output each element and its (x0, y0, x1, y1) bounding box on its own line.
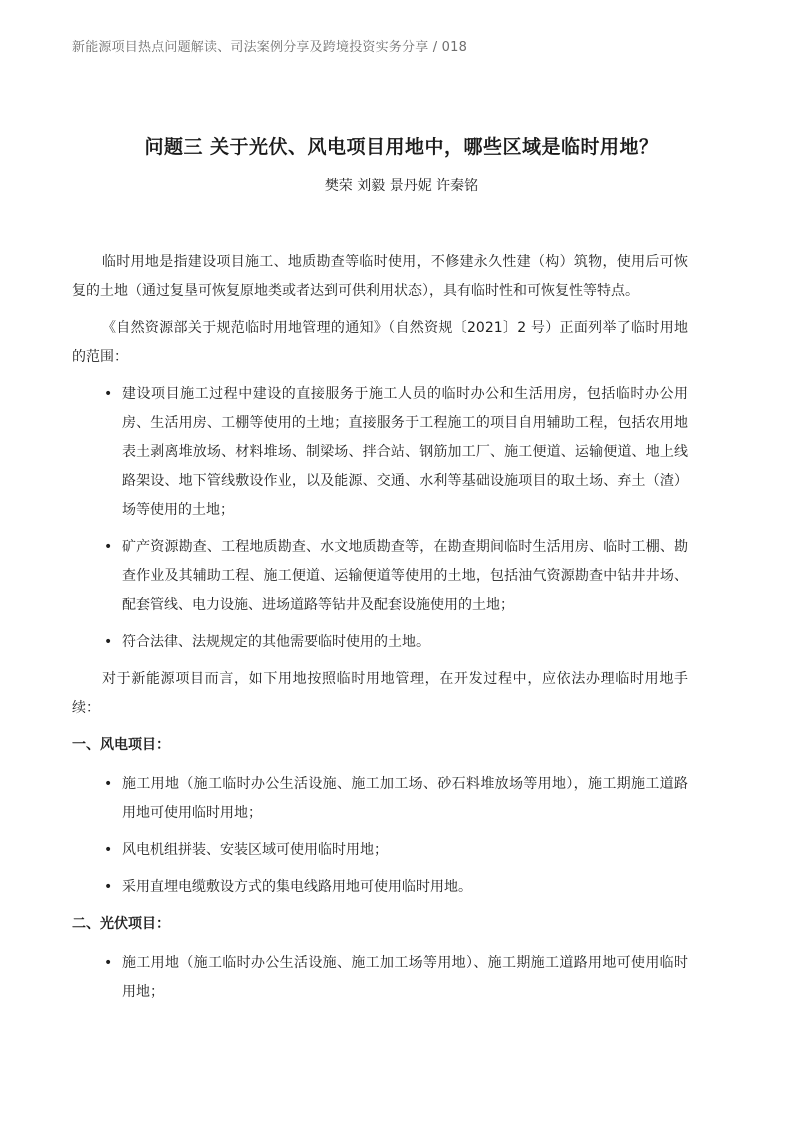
solar-section-heading: 二、光伏项目： (72, 916, 170, 932)
list-item-text: 风电机组拼装、安装区域可使用临时用地； (122, 842, 388, 858)
new-energy-paragraph: 对于新能源项目而言，如下用地按照临时用地管理，在开发过程中，应依法办理临时用地手续： (72, 671, 688, 716)
list-item-text: 施工用地（施工临时办公生活设施、施工加工场等用地）、施工期施工道路用地可使用临时用地； (122, 955, 688, 1000)
list-item-text: 采用直埋电缆敷设方式的集电线路用地可使用临时用地。 (122, 879, 472, 895)
page-title: 问题三 关于光伏、风电项目用地中，哪些区域是临时用地？ (144, 136, 659, 158)
running-header: 新能源项目热点问题解读、司法案例分享及跨境投资实务分享 / 018 (72, 40, 468, 55)
bullet-icon: • (104, 776, 113, 792)
bullet-icon: • (104, 955, 113, 971)
list-item (72, 873, 688, 902)
list-item-text: 施工用地（施工临时办公生活设施、施工加工场、砂石料堆放场等用地），施工期施工道路用地可使用临时用地； (122, 776, 688, 821)
solar-list (72, 949, 688, 1007)
bullet-icon: • (104, 879, 113, 895)
bullet-icon: • (104, 539, 113, 555)
wind-section-heading: 一、风电项目： (72, 737, 170, 753)
article-body (72, 248, 688, 1015)
list-item (72, 533, 688, 620)
wind-list (72, 770, 688, 902)
scope-list (72, 380, 688, 657)
bullet-icon: • (104, 386, 113, 402)
list-item-text: 符合法律、法规规定的其他需要临时使用的土地。 (122, 634, 430, 650)
bullet-icon: • (104, 634, 113, 650)
list-item-text: 矿产资源勘查、工程地质勘查、水文地质勘查等，在勘查期间临时生活用房、临时工棚、勘查作业及其辅助工程、施工便道、运输便道等使用的土地，包括油气资源勘查中钻井井场、配套管线、电力设施、进场道路等钻井及配套设施使用的土地； (122, 539, 688, 613)
authors: 樊荣 刘毅 景丹妮 许秦铭 (324, 178, 479, 194)
list-item-text: 建设项目施工过程中建设的直接服务于施工人员的临时办公和生活用房，包括临时办公用房、生活用房、工棚等使用的土地；直接服务于工程施工的项目自用辅助工程，包括农用地表土剥离堆放场、材料堆场、制梁场、拌合站、钢筋加工厂、施工便道、运输便道、地上线路架设、地下管线敷设作业，以及能源、交通、水利等基础设施项目的取土场、弃土（渣）场等使用的土地； (122, 386, 688, 518)
list-item (72, 628, 688, 657)
list-item (72, 949, 688, 1007)
list-item (72, 770, 688, 828)
bullet-icon: • (104, 842, 113, 858)
list-item (72, 836, 688, 865)
list-item (72, 380, 688, 525)
intro-paragraph: 临时用地是指建设项目施工、地质勘查等临时使用，不修建永久性建（构）筑物，使用后可恢复的土地（通过复垦可恢复原地类或者达到可供利用状态），具有临时性和可恢复性等特点。 (72, 254, 688, 299)
notice-paragraph: 《自然资源部关于规范临时用地管理的通知》（自然资规〔2021〕2 号）正面列举了临时用地的范围： (72, 320, 688, 365)
